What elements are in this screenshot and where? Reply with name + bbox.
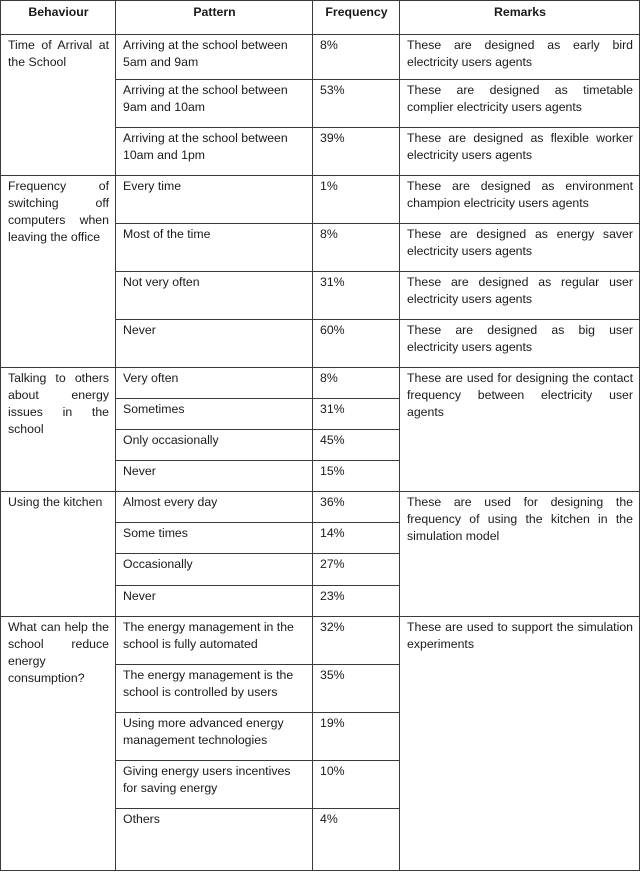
table-row	[1, 35, 640, 80]
behaviour-cell: What can help the school reduce energy consumption?	[1, 617, 116, 871]
frequency-cell: 23%	[313, 586, 400, 617]
pattern-cell: Never	[116, 320, 313, 368]
pattern-cell: Others	[116, 809, 313, 871]
frequency-cell: 19%	[313, 713, 400, 761]
frequency-cell: 45%	[313, 430, 400, 461]
pattern-cell: Only occasionally	[116, 430, 313, 461]
frequency-cell: 1%	[313, 176, 400, 224]
behaviour-cell: Using the kitchen	[1, 492, 116, 617]
pattern-cell: Arriving at the school between 5am and 9am	[116, 35, 313, 80]
header-pattern: Pattern	[116, 1, 313, 35]
behaviour-cell: Talking to others about energy issues in the school	[1, 368, 116, 492]
behaviour-cell: Time of Arrival at the School	[1, 35, 116, 176]
frequency-cell: 39%	[313, 128, 400, 176]
pattern-cell: Every time	[116, 176, 313, 224]
behaviour-cell: Frequency of switching off computers when leaving the office	[1, 176, 116, 368]
frequency-cell: 31%	[313, 272, 400, 320]
remarks-cell: These are used to support the simulation experiments	[400, 617, 640, 871]
pattern-cell: Using more advanced energy management technologies	[116, 713, 313, 761]
remarks-cell: These are designed as early bird electricity users agents	[400, 35, 640, 80]
remarks-cell: These are designed as regular user electricity users agents	[400, 272, 640, 320]
remarks-cell: These are designed as timetable complier electricity users agents	[400, 80, 640, 128]
pattern-cell: The energy management in the school is fully automated	[116, 617, 313, 665]
pattern-cell: Arriving at the school between 10am and 1pm	[116, 128, 313, 176]
remarks-cell: These are used for designing the frequency of using the kitchen in the simulation model	[400, 492, 640, 617]
table-row	[1, 617, 640, 665]
pattern-cell: Sometimes	[116, 399, 313, 430]
header-row	[1, 1, 640, 35]
frequency-cell: 35%	[313, 665, 400, 713]
frequency-cell: 53%	[313, 80, 400, 128]
frequency-cell: 10%	[313, 761, 400, 809]
frequency-cell: 15%	[313, 461, 400, 492]
header-remarks: Remarks	[400, 1, 640, 35]
frequency-cell: 27%	[313, 554, 400, 586]
pattern-cell: Almost every day	[116, 492, 313, 523]
table-row	[1, 176, 640, 224]
pattern-cell: Never	[116, 586, 313, 617]
frequency-cell: 32%	[313, 617, 400, 665]
frequency-cell: 14%	[313, 523, 400, 554]
remarks-cell: These are used for designing the contact frequency between electricity user agents	[400, 368, 640, 492]
pattern-cell: Giving energy users incentives for saving energy	[116, 761, 313, 809]
remarks-cell: These are designed as energy saver electricity users agents	[400, 224, 640, 272]
frequency-cell: 60%	[313, 320, 400, 368]
pattern-cell: Occasionally	[116, 554, 313, 586]
pattern-cell: Some times	[116, 523, 313, 554]
frequency-cell: 4%	[313, 809, 400, 871]
frequency-cell: 8%	[313, 224, 400, 272]
table-row	[1, 368, 640, 399]
remarks-cell: These are designed as flexible worker electricity users agents	[400, 128, 640, 176]
pattern-cell: Most of the time	[116, 224, 313, 272]
pattern-cell: Arriving at the school between 9am and 10am	[116, 80, 313, 128]
remarks-cell: These are designed as environment champion electricity users agents	[400, 176, 640, 224]
frequency-cell: 31%	[313, 399, 400, 430]
frequency-cell: 8%	[313, 35, 400, 80]
header-frequency: Frequency	[313, 1, 400, 35]
pattern-cell: Never	[116, 461, 313, 492]
header-behaviour: Behaviour	[1, 1, 116, 35]
remarks-cell: These are designed as big user electricity users agents	[400, 320, 640, 368]
frequency-cell: 36%	[313, 492, 400, 523]
table-row	[1, 492, 640, 523]
frequency-cell: 8%	[313, 368, 400, 399]
pattern-cell: The energy management is the school is controlled by users	[116, 665, 313, 713]
pattern-cell: Not very often	[116, 272, 313, 320]
pattern-cell: Very often	[116, 368, 313, 399]
